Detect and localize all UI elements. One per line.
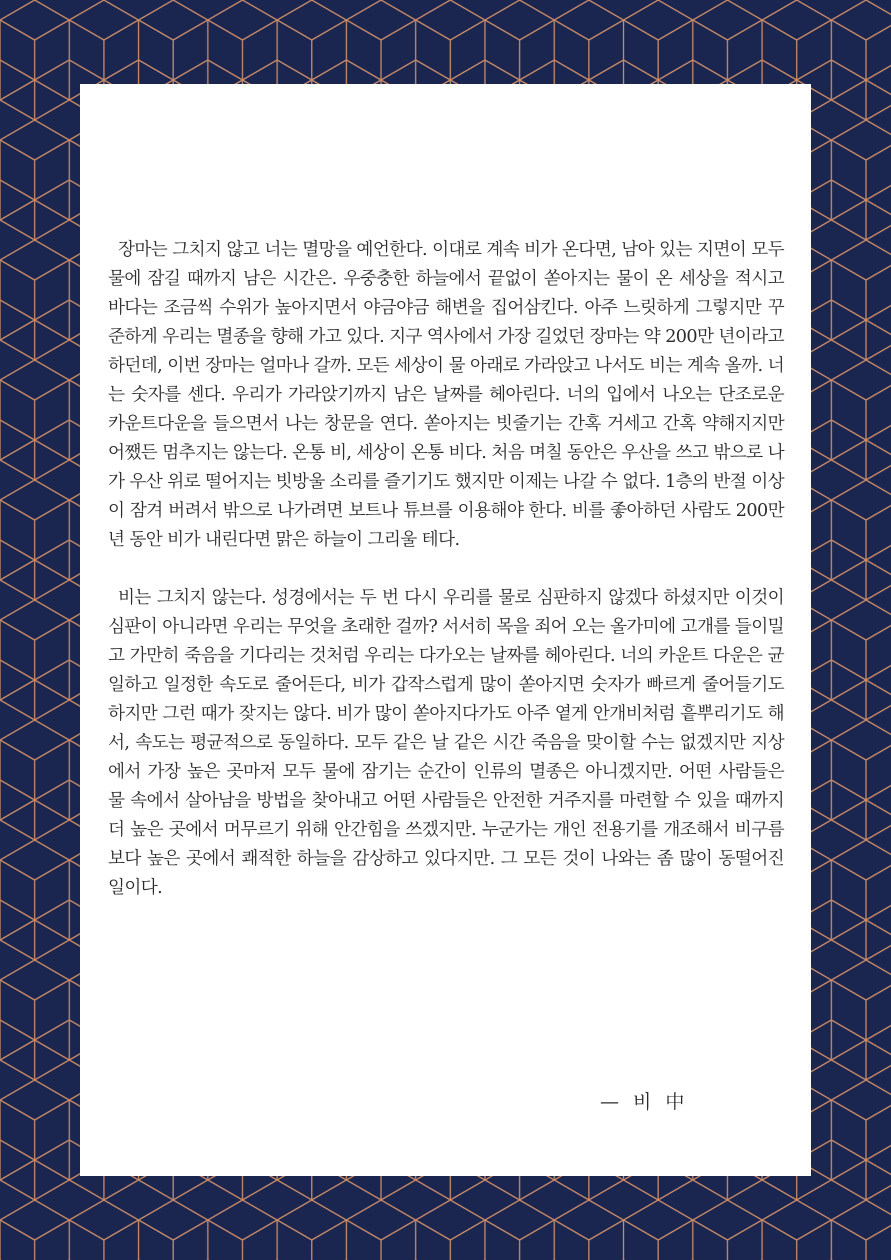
source-signature: — 비 中	[600, 1091, 689, 1113]
text-page	[80, 84, 811, 1176]
paragraph-2: 비는 그치지 않는다. 성경에서는 두 번 다시 우리를 물로 심판하지 않겠다 하셨지만 이것이 심판이 아니라면 우리는 무엇을 초래한 걸까? 서서히 목을 죄어 오는 올가미에 고개를 들이밀고 가만히 죽음을 기다리는 것처럼 우리는 다가오는 날짜를 헤아린다. 너의 카운트 다운은 균일하고 일정한 속도로 줄어든다, 비가 갑작스럽게 많이 쏟아지면 숫자가 빠르게 줄어들기도 하지만 그런 때가 잦지는 않다. 비가 많이 쏟아지다가도 아주 옅게 안개비처럼 흩뿌리기도 해서, 속도는 평균적으로 동일하다. 모두 같은 날 같은 시간 죽음을 맞이할 수는 없겠지만 지상에서 가장 높은 곳마저 모두 물에 잠기는 순간이 인류의 멸종은 아니겠지만. 어떤 사람들은 물 속에서 살아남을 방법을 찾아내고 어떤 사람들은 안전한 거주지를 마련할 수 있을 때까지 더 높은 곳에서 머무르기 위해 안간힘을 쓰겠지만. 누군가는 개인 전용기를 개조해서 비구름보다 높은 곳에서 쾌적한 하늘을 감상하고 있다지만. 그 모든 것이 나와는 좀 많이 동떨어진 일이다.	[108, 588, 784, 898]
paragraph-1: 장마는 그치지 않고 너는 멸망을 예언한다. 이대로 계속 비가 온다면, 남아 있는 지면이 모두 물에 잠길 때까지 남은 시간은. 우중충한 하늘에서 끝없이 쏟아지는 물이 온 세상을 적시고 바다는 조금씩 수위가 높아지면서 야금야금 해변을 집어삼킨다. 아주 느릿하게 그렇지만 꾸준하게 우리는 멸종을 향해 가고 있다. 지구 역사에서 가장 길었던 장마는 약 200만 년이라고 하던데, 이번 장마는 얼마나 갈까. 모든 세상이 물 아래로 가라앉고 나서도 비는 계속 올까. 너는 숫자를 센다. 우리가 가라앉기까지 남은 날짜를 헤아린다. 너의 입에서 나오는 단조로운 카운트다운을 들으면서 나는 창문을 연다. 쏟아지는 빗줄기는 간혹 거세고 간혹 약해지지만 어쨌든 멈추지는 않는다. 온통 비, 세상이 온통 비다. 처음 며칠 동안은 우산을 쓰고 밖으로 나가 우산 위로 떨어지는 빗방울 소리를 즐기기도 했지만 이제는 나갈 수 없다. 1층의 반절 이상이 잠겨 버려서 밖으로 나가려면 보트나 튜브를 이용해야 한다. 비를 좋아하던 사람도 200만 년 동안 비가 내린다면 맑은 하늘이 그리울 테다.	[108, 240, 784, 550]
body-text	[108, 236, 784, 903]
